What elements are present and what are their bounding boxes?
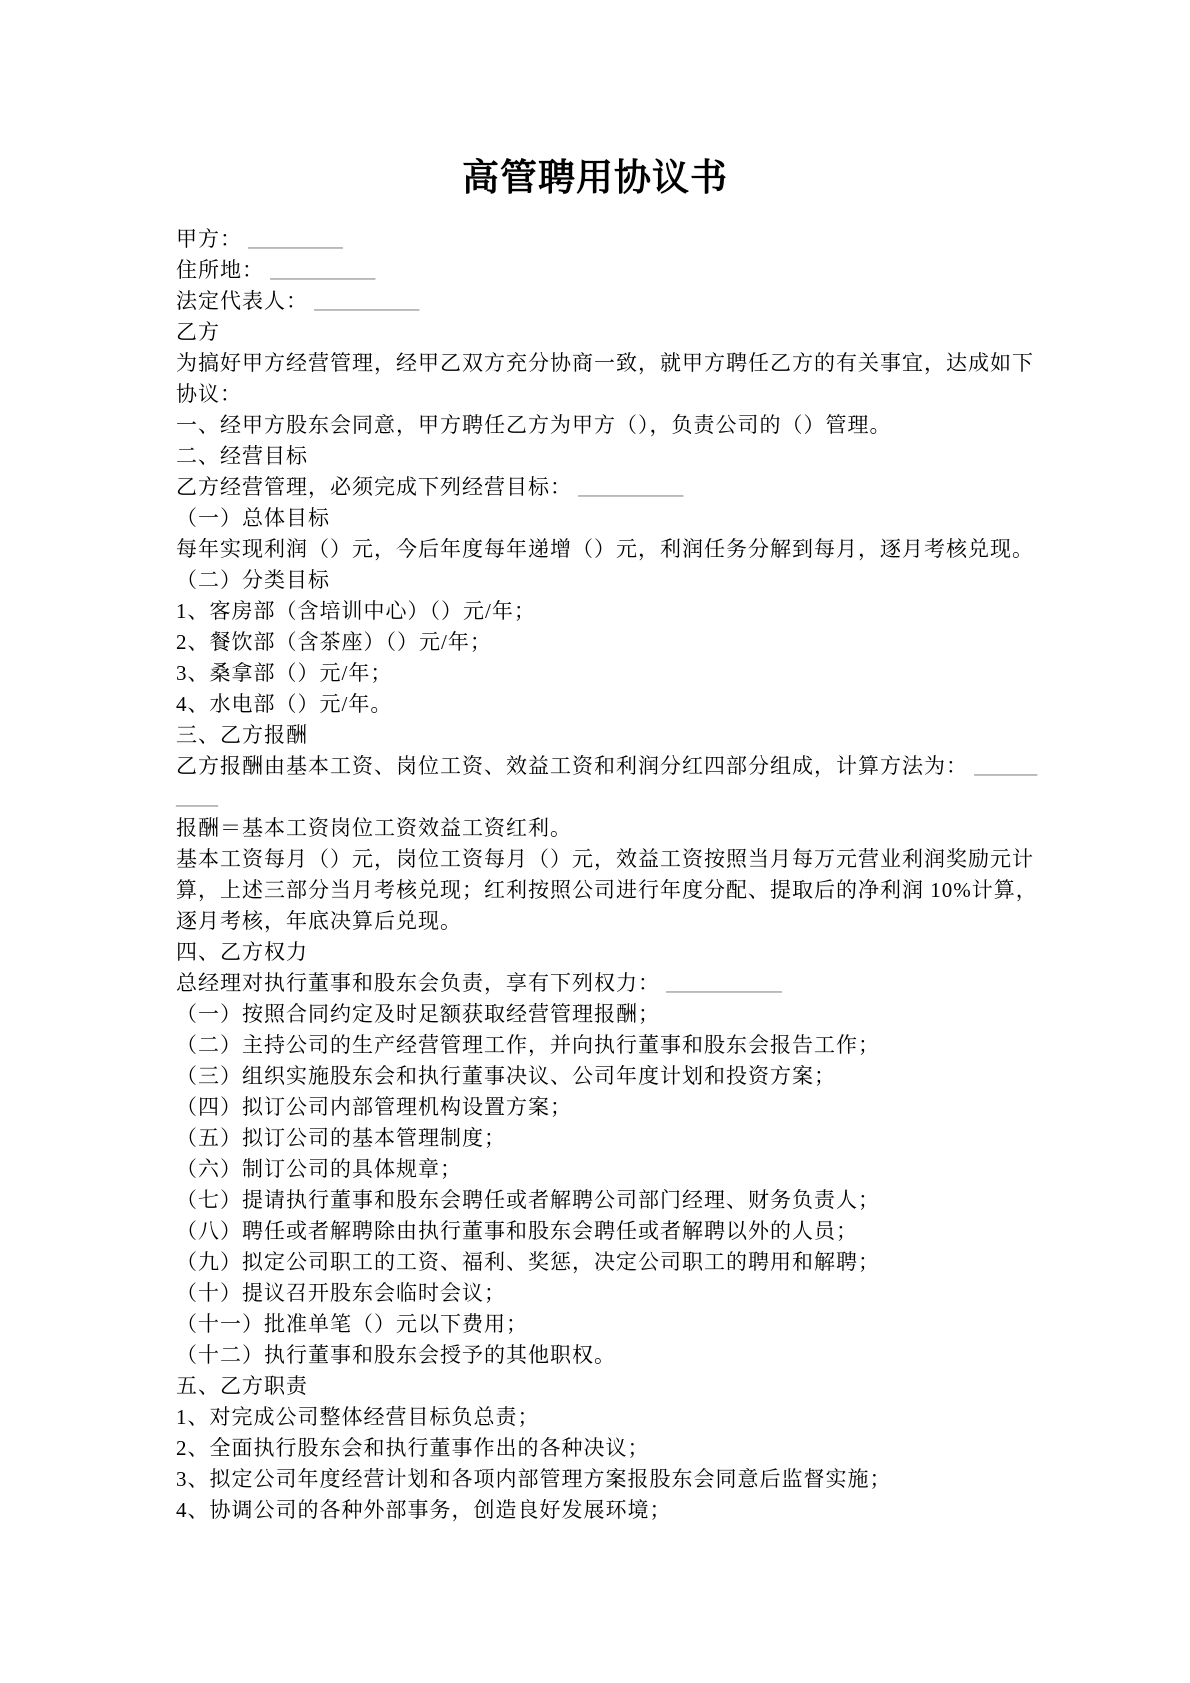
blank-field: ____ [176,785,218,809]
document-line: （二）分类目标 [176,568,330,592]
document-line: 乙方经营管理，必须完成下列经营目标： __________ [176,475,684,499]
document-line: （十二）执行董事和股东会授予的其他职权。 [176,1343,616,1367]
document-line: 4、协调公司的各种外部事务，创造良好发展环境； [176,1498,672,1522]
blank-field: ___________ [666,971,782,995]
document-line: （七）提请执行董事和股东会聘任或者解聘公司部门经理、财务负责人； [176,1188,880,1212]
document-line: 法定代表人： __________ [176,289,420,313]
document-line: 2、全面执行股东会和执行董事作出的各种决议； [176,1436,650,1460]
document-line: 乙方 [176,320,220,344]
document-line: 总经理对执行董事和股东会负责，享有下列权力： ___________ [176,971,782,995]
document-line: 3、拟定公司年度经营计划和各项内部管理方案报股东会同意后监督实施； [176,1467,892,1491]
document-line: （八）聘任或者解聘除由执行董事和股东会聘任或者解聘以外的人员； [176,1219,858,1243]
blank-field: __________ [578,475,684,499]
document-line: （二）主持公司的生产经营管理工作，并向执行董事和股东会报告工作； [176,1033,880,1057]
document-line: 甲方： _________ [176,227,343,251]
blank-field: _________ [248,227,343,251]
document-line: （三）组织实施股东会和执行董事决议、公司年度计划和投资方案； [176,1064,836,1088]
document-line: （六）制订公司的具体规章； [176,1157,462,1181]
document-line: 算，上述三部分当月考核兑现；红利按照公司进行年度分配、提取后的净利润 10%计算， [176,878,1038,902]
document-line: 住所地： __________ [176,258,376,282]
blank-field: __________ [270,258,376,282]
document-line: 2、餐饮部（含茶座）（）元/年； [176,630,492,654]
document-line: 基本工资每月（）元，岗位工资每月（）元，效益工资按照当月每万元营业利润奖励元计 [176,847,1034,871]
document-line: 3、桑拿部（）元/年； [176,661,393,685]
document-body [176,224,1036,1526]
document-title: 高管聘用协议书 [462,157,728,198]
document-line: （十）提议召开股东会临时会议； [176,1281,506,1305]
blank-field: ______ [974,754,1038,778]
document-line: （一）按照合同约定及时足额获取经营管理报酬； [176,1002,660,1026]
blank-field: __________ [314,289,420,313]
document-line: 4、水电部（）元/年。 [176,692,393,716]
document-line: 四、乙方权力 [176,940,308,964]
document-line: 五、乙方职责 [176,1374,308,1398]
document-line: （一）总体目标 [176,506,330,530]
document-line: 1、对完成公司整体经营目标负总责； [176,1405,540,1429]
document-line: 每年实现利润（）元，今后年度每年递增（）元，利润任务分解到每月，逐月考核兑现。 [176,537,1034,561]
document-line: （四）拟订公司内部管理机构设置方案； [176,1095,572,1119]
document-line: 二、经营目标 [176,444,308,468]
document-line: 逐月考核，年底决算后兑现。 [176,909,462,933]
document-line: （九）拟定公司职工的工资、福利、奖惩，决定公司职工的聘用和解聘； [176,1250,880,1274]
document-line: 乙方报酬由基本工资、岗位工资、效益工资和利润分红四部分组成，计算方法为： ______ [176,754,1038,778]
document-line: 为搞好甲方经营管理，经甲乙双方充分协商一致，就甲方聘任乙方的有关事宜，达成如下 [176,351,1034,375]
document-line [176,782,1036,813]
document-line: 协议： [176,382,242,406]
document-line: （十一）批准单笔（）元以下费用； [176,1312,528,1336]
document-line: 三、乙方报酬 [176,723,308,747]
document-line: 一、经甲方股东会同意，甲方聘任乙方为甲方（），负责公司的（）管理。 [176,413,892,437]
document-line: 1、客房部（含培训中心）（）元/年； [176,599,536,623]
document-line: 报酬＝基本工资岗位工资效益工资红利。 [176,816,572,840]
document-line: （五）拟订公司的基本管理制度； [176,1126,506,1150]
